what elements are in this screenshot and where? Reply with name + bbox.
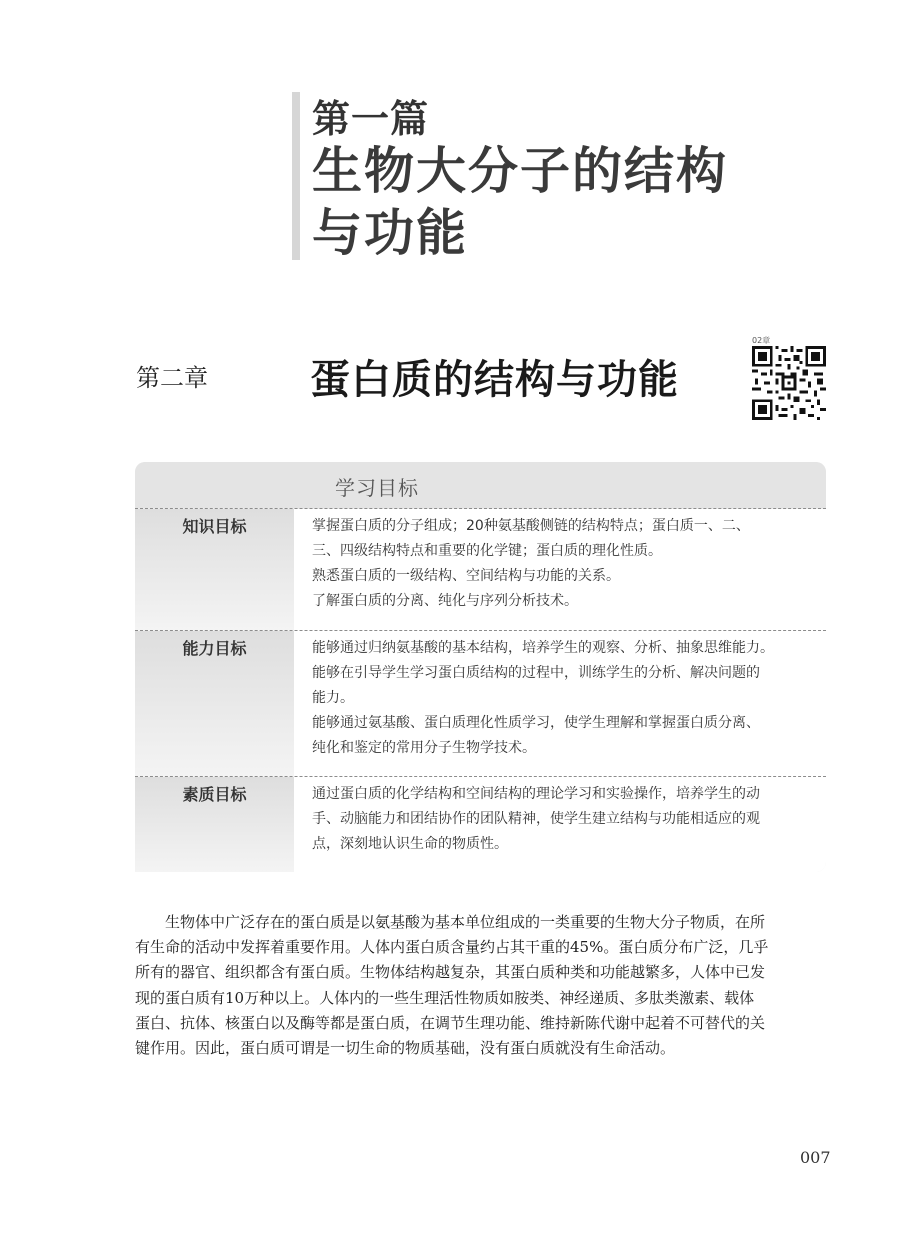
goals-header	[135, 462, 826, 508]
goal-line: 三、四级结构特点和重要的化学键；蛋白质的理化性质。	[312, 543, 662, 559]
goal-label: 素质目标	[182, 785, 247, 804]
body-line: 键作用。因此，蛋白质可谓是一切生命的物质基础，没有蛋白质就没有生命活动。	[135, 1039, 676, 1058]
part-title	[312, 140, 772, 264]
goals-title: 学习目标	[335, 476, 419, 500]
goal-content	[294, 509, 826, 631]
part-accent-bar	[292, 92, 300, 260]
part-title-line: 生物大分子的结构	[312, 141, 728, 200]
goal-line: 掌握蛋白质的分子组成；20种氨基酸侧链的结构特点；蛋白质一、二、	[312, 518, 750, 534]
goal-line: 了解蛋白质的分离、纯化与序列分析技术。	[312, 593, 578, 609]
goal-line: 能够通过氨基酸、蛋白质理化性质学习，使学生理解和掌握蛋白质分离、	[312, 715, 760, 731]
chapter-title: 蛋白质的结构与功能	[310, 356, 679, 403]
goal-line: 能够在引导学生学习蛋白质结构的过程中，训练学生的分析、解决问题的	[312, 665, 760, 681]
part-label: 第一篇	[312, 96, 430, 141]
goal-content	[294, 631, 826, 777]
qr-code-icon[interactable]	[752, 346, 826, 420]
body-line: 现的蛋白质有10万种以上。人体内的一些生理活性物质如胺类、神经递质、多肽类激素、载体	[135, 988, 755, 1007]
goal-label-cell	[135, 777, 294, 872]
goal-line: 纯化和鉴定的常用分子生物学技术。	[312, 740, 536, 756]
learning-goals-panel	[135, 462, 826, 872]
goal-row-ability	[135, 630, 826, 777]
goal-row-quality	[135, 776, 826, 872]
goal-row-knowledge	[135, 508, 826, 631]
goal-line: 通过蛋白质的化学结构和空间结构的理论学习和实验操作，培养学生的动	[312, 786, 760, 802]
qr-label: 02章	[752, 336, 771, 345]
chapter-qr-block	[752, 336, 828, 420]
goal-line: 手、动脑能力和团结协作的团队精神，使学生建立结构与功能相适应的观	[312, 811, 760, 827]
body-line: 有生命的活动中发挥着重要作用。人体内蛋白质含量约占其干重的45%。蛋白质分布广泛，几乎	[135, 938, 769, 957]
body-paragraph	[135, 910, 831, 1061]
part-title-line: 与功能	[312, 203, 468, 262]
body-line: 生物体中广泛存在的蛋白质是以氨基酸为基本单位组成的一类重要的生物大分子物质，在所	[165, 913, 766, 931]
goal-content	[294, 777, 826, 872]
body-line: 蛋白、抗体、核蛋白以及酶等都是蛋白质，在调节生理功能、维持新陈代谢中起着不可替代的关	[135, 1013, 766, 1032]
goal-line: 熟悉蛋白质的一级结构、空间结构与功能的关系。	[312, 568, 620, 584]
goal-line: 点，深刻地认识生命的物质性。	[312, 836, 508, 852]
page-number: 007	[800, 1148, 831, 1167]
goal-label: 能力目标	[182, 639, 247, 658]
chapter-number: 第二章	[136, 364, 208, 392]
goal-line: 能够通过归纳氨基酸的基本结构，培养学生的观察、分析、抽象思维能力。	[312, 640, 774, 656]
goal-label-cell	[135, 631, 294, 777]
goal-label: 知识目标	[182, 517, 247, 536]
goal-line: 能力。	[312, 690, 354, 706]
goal-label-cell	[135, 509, 294, 631]
body-line: 所有的器官、组织都含有蛋白质。生物体结构越复杂，其蛋白质种类和功能越繁多，人体中已发	[135, 963, 766, 982]
